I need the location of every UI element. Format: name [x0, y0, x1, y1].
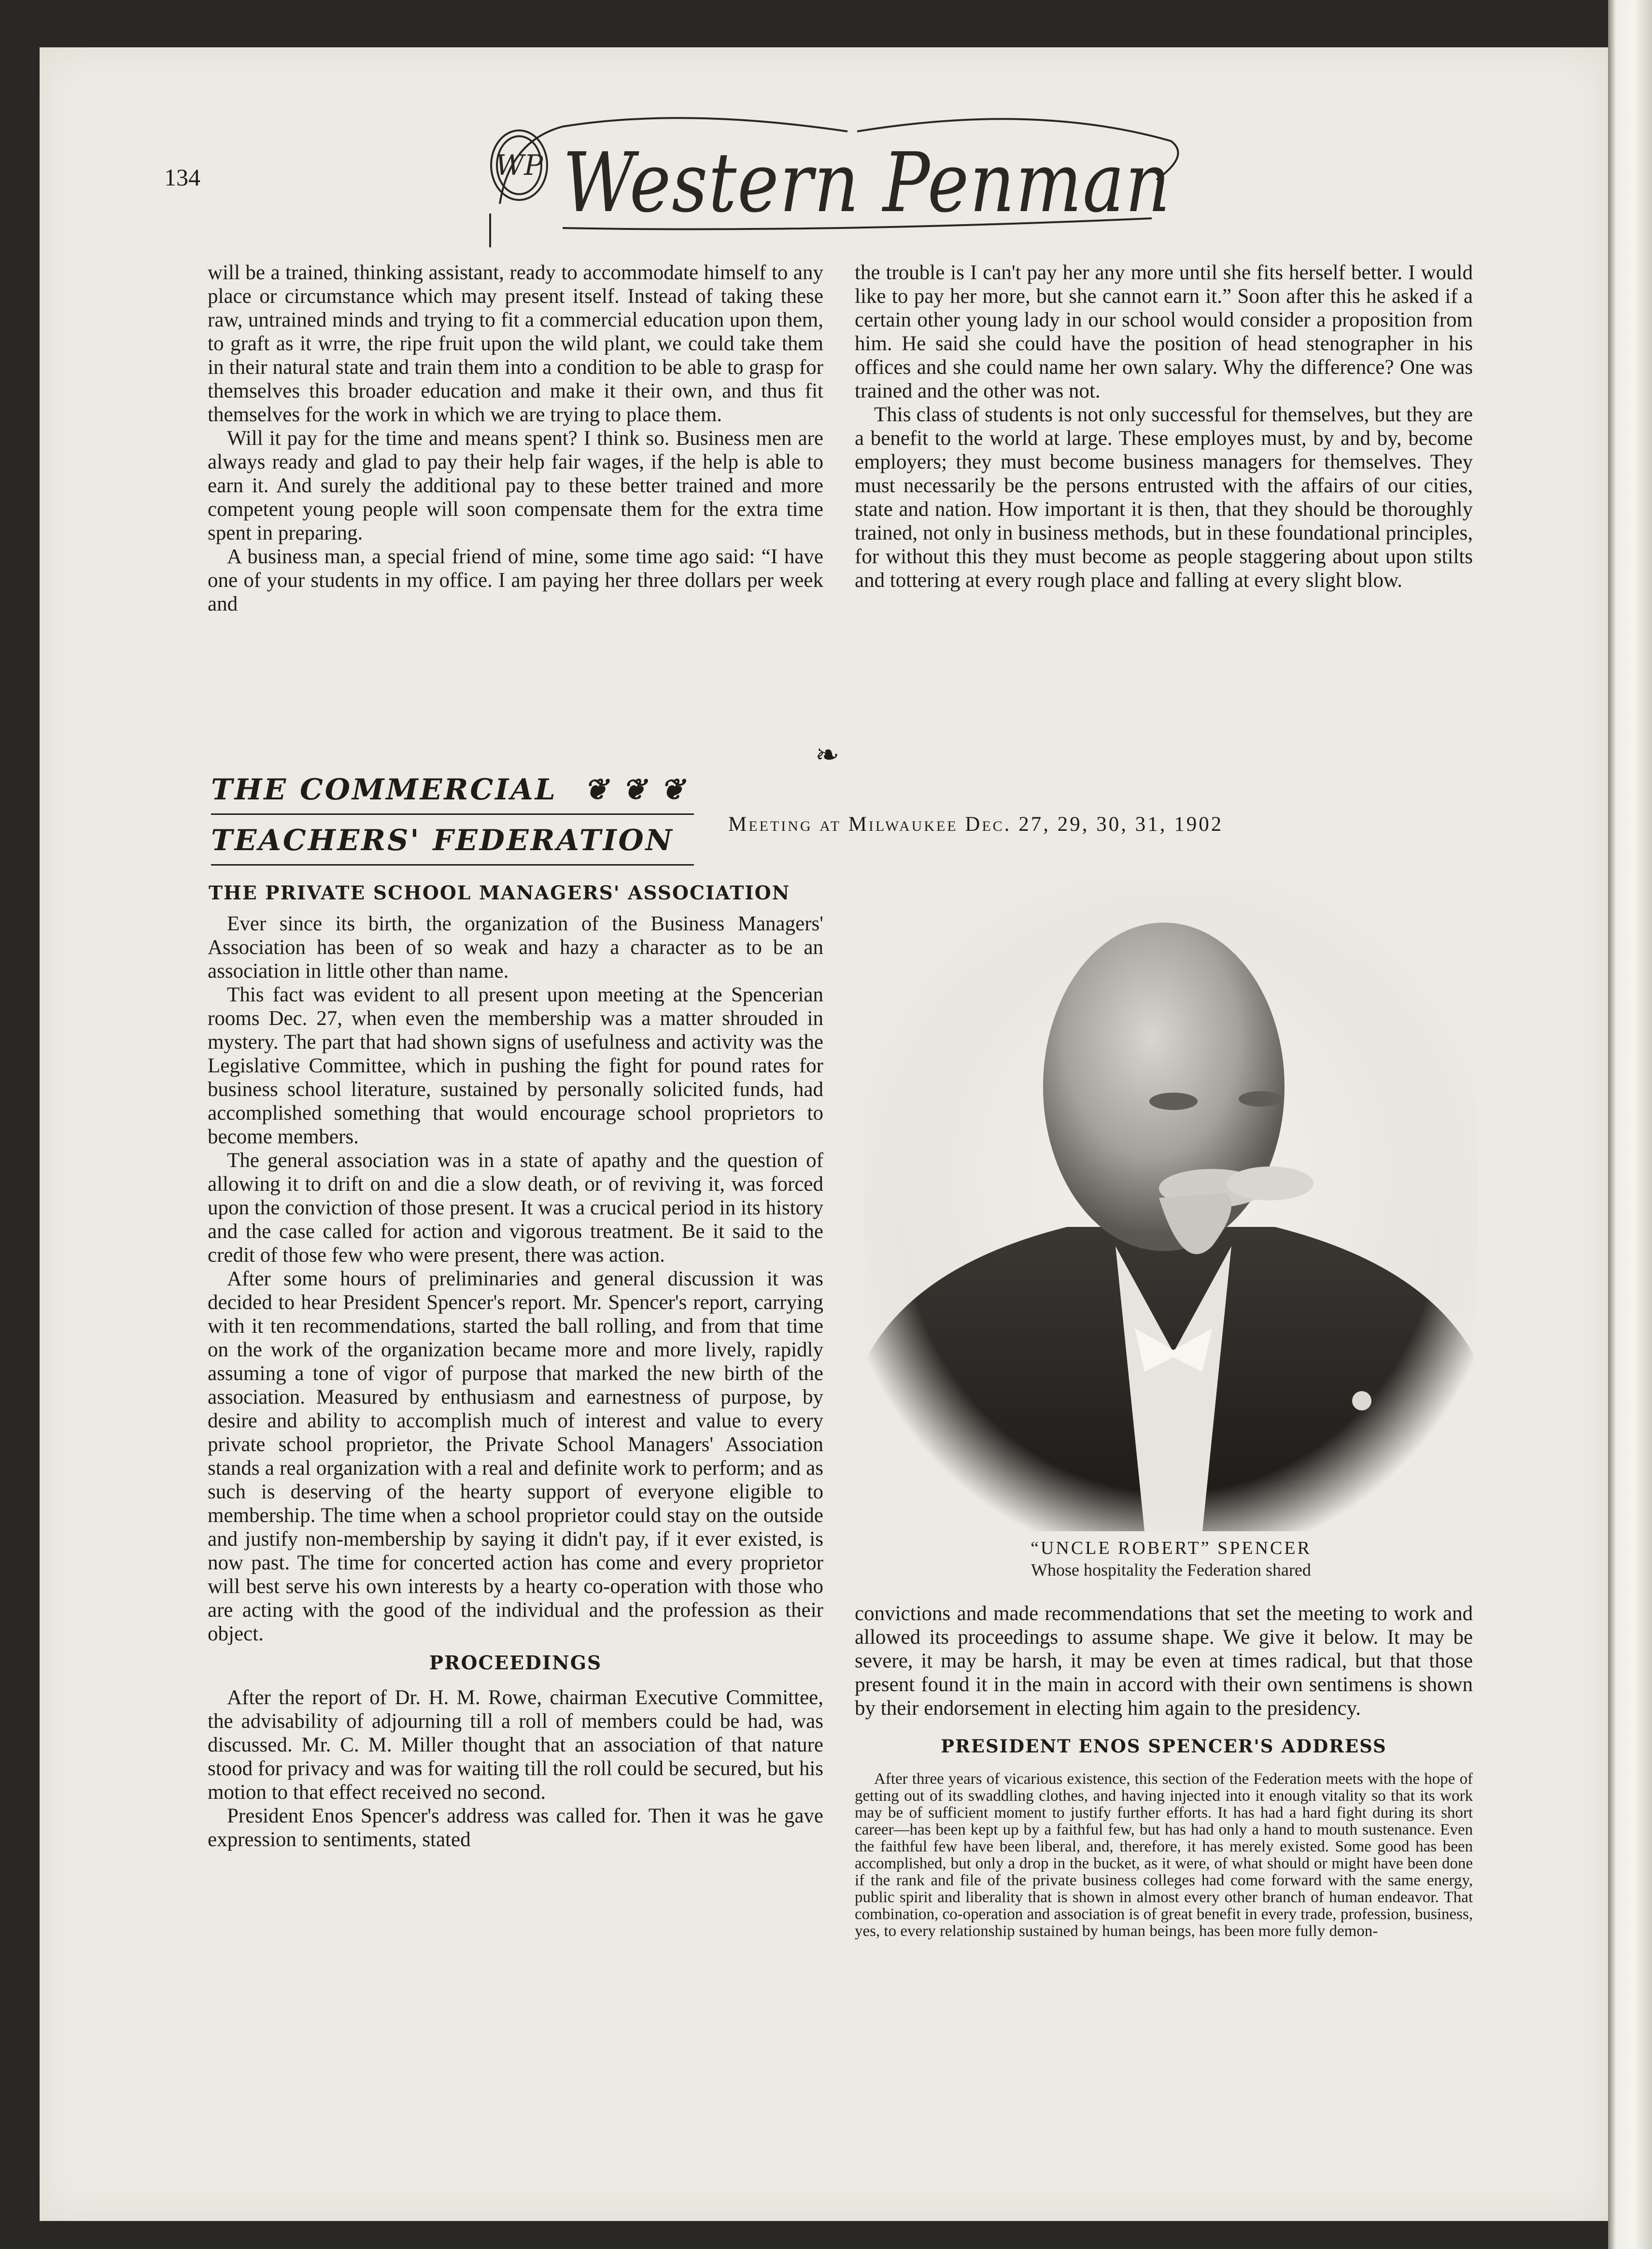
lower-left-column: [208, 912, 823, 1851]
proceedings-heading: PROCEEDINGS: [429, 1652, 602, 1674]
masthead-logo: [480, 112, 1193, 252]
top-left-column: [208, 261, 823, 616]
paragraph: the trouble is I can't pay her any more until she fits herself better. I would like to pay her more, but she cannot earn it.” Soon after this he asked if a certain other young lady in our school would consider a proposition from him. He said she could have the position of head stenographer in his offices and she could name her own salary. Why the difference? One was trained and the other was not.: [855, 261, 1473, 402]
adjacent-page-edge: [1608, 0, 1652, 2249]
title-divider: [211, 864, 694, 866]
address-paragraph: After three years of vicarious existence, this section of the Federation meets with the hope of getting out of its swaddling clothes, and having injected into it enough vitality so that its work may be of sufficient moment to justify further efforts. It has had a hard fight during its short career—has been kept up by a faithful few, but has had only a hand to mouth sustenance. Even the faithful few have been liberal, and, therefore, it has merely existed. Some good has been accomplished, but only a drop in the bucket, as it were, of what should or might have been done if the rank and file of the private business colleges had come forward with the same energy, public spirit and liberality that is shown in almost every other branch of human endeavor. That combination, co-operation and association is of great benefit in every trade, profession, business, yes, to every relationship sustained by human beings, has been more fully demon-: [855, 1770, 1473, 1940]
paragraph: will be a trained, thinking assistant, ready to accommodate himself to any place or circumstance which may present itself. Instead of taking these raw, untrained minds and trying to fit a commercial education upon them, to graft as it wrre, the ripe fruit upon the wild plant, we could take them in their natural state and train them into a condition to be able to grasp for themselves this broader education and make it their own, and thus fit themselves for the work in which we are trying to place them.: [208, 261, 823, 426]
federation-title-line2: TEACHERS' FEDERATION: [211, 824, 674, 857]
federation-title-line1: [211, 773, 694, 807]
paragraph: This fact was evident to all present upon meeting at the Spencerian rooms Dec. 27, when even the membership was a matter shrouded in mystery. The part that had shown signs of usefulness and activity was the Legislative Committee, which in pushing the fight for pound rates for business school literature, sustained by personally solicited funds, had accomplished something that would encourage school proprietors to become members.: [208, 983, 823, 1148]
federation-title-text: THE COMMERCIAL: [211, 773, 557, 807]
lower-right-column: [855, 1602, 1473, 1940]
title-ornaments: ❦ ❦ ❦: [583, 773, 687, 807]
paragraph: convictions and made recommendations that set the meeting to work and allowed its proceedings to assume shape. We give it below. It may be severe, it may be harsh, it may be even at times radical, but that those present found it in the main in accord with their own sentimens is shown by their endorsement in electing him again to the presidency.: [855, 1602, 1473, 1720]
paragraph: After the report of Dr. H. M. Rowe, chairman Executive Committee, the advisability of adjourning till a roll of members could be had, was discussed. Mr. C. M. Miller thought that an association of that nature stood for privacy and was for waiting till the roll could be secured, but his motion to that effect received no second.: [208, 1686, 823, 1804]
paragraph: This class of students is not only successful for themselves, but they are a benefit to the world at large. These employes must, by and by, become employers; they must become business managers for themselves. They must necessarily be the persons entrusted with the affairs of our cities, state and nation. How important it is then, that they should be thoroughly trained, not only in business methods, but in these foundational principles, for without this they must become as people staggering about upon stilts and tottering at every rough place and falling at every slight blow.: [855, 403, 1473, 592]
caption-name: “UNCLE ROBERT” SPENCER: [1031, 1538, 1312, 1558]
title-divider: [211, 813, 694, 815]
section-heading: THE PRIVATE SCHOOL MANAGERS' ASSOCIATION: [209, 882, 791, 904]
address-heading: PRESIDENT ENOS SPENCER'S ADDRESS: [941, 1736, 1387, 1757]
paragraph: A business man, a special friend of mine, some time ago said: “I have one of your students in my office. I am paying her three dollars per week and: [208, 545, 823, 615]
paragraph: Ever since its birth, the organization of the Business Managers' Association has been of so weak and hazy a character as to be an association in little other than name.: [208, 912, 823, 982]
caption-subtitle: Whose hospitality the Federation shared: [1031, 1560, 1311, 1580]
masthead-title: Western Penman: [563, 135, 1171, 231]
federation-title: [211, 773, 694, 874]
portrait-photo: [864, 879, 1478, 1531]
paragraph: The general association was in a state of apathy and the question of allowing it to drift on and die a slow death, or of reviving it, was forced upon the conviction of those present. It was a crucical period in its history and the case called for action and vigorous treatment. Be it said to the credit of those few who were present, there was action.: [208, 1149, 823, 1267]
paragraph: Will it pay for the time and means spent? I think so. Business men are always ready and glad to pay their help fair wages, if the help is able to earn it. And surely the additional pay to these better trained and more competent young people will soon compensate them for the extra time spent in preparing.: [208, 427, 823, 544]
masthead-monogram: WP: [495, 149, 543, 182]
section-flourish: ❧: [815, 739, 840, 771]
page-number: 134: [164, 164, 200, 191]
paragraph: After some hours of preliminaries and general discussion it was decided to hear President Spencer's report. Mr. Spencer's report, carrying with it ten recommendations, started the ball rolling, and from that time on the work of the organization became more and more lively, rapidly assuming a tone of vigor of purpose that marked the new birth of the association. Measured by enthusiasm and earnestness of purpose, by desire and ability to accomplish much of interest and value to every private school proprietor, the Private School Managers' Association stands a real organization with a real and definite work to perform; and as such is deserving of the hearty support of everyone eligible to membership. The time when a school proprietor could stay on the outside and justify non-membership by saying it didn't pay, if it ever existed, is now past. The time for concerted action has come and every proprietor will best serve his own interests by a hearty co-operation with those who are acting with the good of the individual and the profession as their object.: [208, 1267, 823, 1645]
paragraph: President Enos Spencer's address was called for. Then it was he gave expression to sentiments, stated: [208, 1805, 823, 1851]
top-right-column: [855, 261, 1473, 592]
photo-caption: [864, 1537, 1478, 1580]
meeting-info: Meeting at Milwaukee Dec. 27, 29, 30, 31, 1902: [728, 813, 1224, 836]
